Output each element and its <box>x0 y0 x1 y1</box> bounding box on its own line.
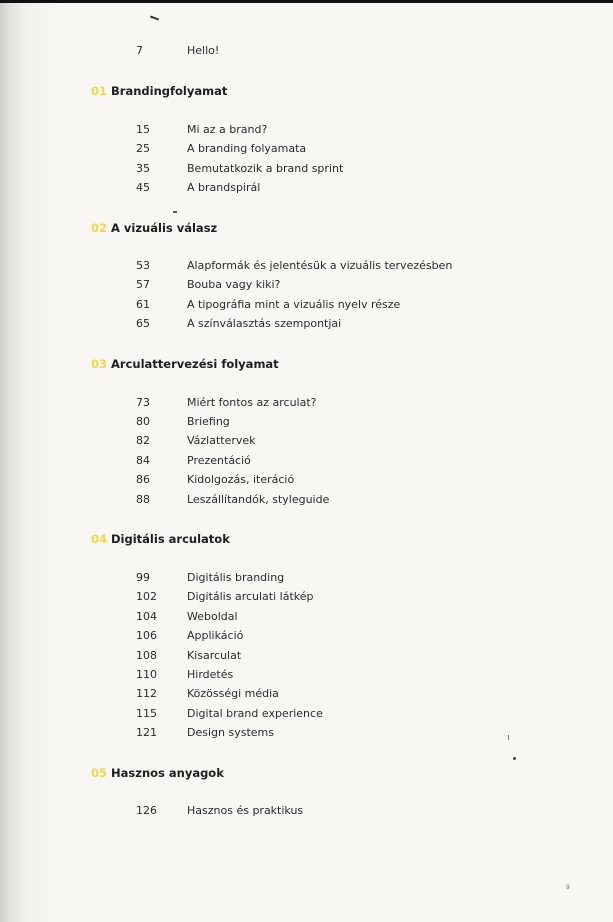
stray-mark <box>150 16 159 21</box>
section-heading-03 <box>91 354 279 374</box>
section-title: Digitális arculatok <box>111 532 230 546</box>
toc-page-number: 106 <box>136 629 157 642</box>
section-heading-05 <box>91 763 224 783</box>
stray-mark <box>173 211 177 213</box>
toc-entry-title: Digital brand experience <box>187 707 323 720</box>
section-title: A vizuális válasz <box>111 221 218 235</box>
page-number: 9 <box>566 884 570 891</box>
section-heading-02 <box>91 218 217 238</box>
toc-entry-title: Kidolgozás, iteráció <box>187 473 295 486</box>
toc-page-number: 86 <box>136 473 150 486</box>
toc-page-number: 65 <box>136 317 150 330</box>
toc-page-number: 15 <box>136 123 150 136</box>
toc-entry-title: Prezentáció <box>187 454 251 467</box>
toc-entry-title: Briefing <box>187 415 230 428</box>
toc-page-number: 112 <box>136 687 157 700</box>
toc-page-number: 61 <box>136 298 150 311</box>
section-heading-01 <box>91 81 227 101</box>
toc-page-number: 57 <box>136 278 150 291</box>
toc-page-number: 99 <box>136 571 150 584</box>
toc-page-number: 73 <box>136 396 150 409</box>
toc-entry-title: Applikáció <box>187 629 244 642</box>
section-number: 04 <box>91 532 108 546</box>
toc-entry-title: Miért fontos az arculat? <box>187 396 317 409</box>
toc-entry-title: A színválasztás szempontjai <box>187 317 342 330</box>
section-title: Hasznos anyagok <box>111 766 224 780</box>
toc-page-number: 102 <box>136 590 157 603</box>
toc-entry-title: A branding folyamata <box>187 142 307 155</box>
toc-page-number: 126 <box>136 804 157 817</box>
toc-entry-title: Közösségi média <box>187 687 279 700</box>
toc-entry-title: A tipográfia mint a vizuális nyelv része <box>187 298 401 311</box>
toc-entry-title: Bouba vagy kiki? <box>187 278 281 291</box>
toc-entry-title: Hirdetés <box>187 668 234 681</box>
toc-entry-title: Digitális arculati látkép <box>187 590 314 603</box>
toc-entry-title: Design systems <box>187 726 274 739</box>
toc-entry-title: Hasznos és praktikus <box>187 804 304 817</box>
toc-entry-title: Bemutatkozik a brand sprint <box>187 162 344 175</box>
section-title: Brandingfolyamat <box>111 84 228 98</box>
toc-page-number: 35 <box>136 162 150 175</box>
toc-entry-title: Kisarculat <box>187 649 242 662</box>
toc-entry-title: A brandspirál <box>187 181 261 194</box>
section-heading-04 <box>91 529 230 549</box>
toc-page-number: 82 <box>136 434 150 447</box>
toc-entry-title: Leszállítandók, styleguide <box>187 493 330 506</box>
toc-page-number: 84 <box>136 454 150 467</box>
toc-page-number: 45 <box>136 181 150 194</box>
section-number: 01 <box>91 84 108 98</box>
section-number: 03 <box>91 357 108 371</box>
stray-dot <box>513 757 516 760</box>
top-edge-line <box>0 0 613 3</box>
section-number: 02 <box>91 221 108 235</box>
toc-entry-title: Mi az a brand? <box>187 123 268 136</box>
toc-page-number: 110 <box>136 668 157 681</box>
section-title: Arculattervezési folyamat <box>111 357 279 371</box>
toc-page-number: 115 <box>136 707 157 720</box>
toc-entry-title: Alapformák és jelentésük a vizuális tervezésben <box>187 259 453 272</box>
section-number: 05 <box>91 766 108 780</box>
toc-page-number: 80 <box>136 415 150 428</box>
toc-entry-title: Digitális branding <box>187 571 285 584</box>
toc-entry-title: Hello! <box>187 44 220 57</box>
toc-page-number: 121 <box>136 726 157 739</box>
toc-page-number: 25 <box>136 142 150 155</box>
toc-page-number: 53 <box>136 259 150 272</box>
toc-page-number: 108 <box>136 649 157 662</box>
toc-page-number: 7 <box>136 44 143 57</box>
toc-entry-title: Weboldal <box>187 610 238 623</box>
toc-page-number: 88 <box>136 493 150 506</box>
stray-mark <box>508 735 509 740</box>
toc-entry-title: Vázlattervek <box>187 434 256 447</box>
toc-page-number: 104 <box>136 610 157 623</box>
